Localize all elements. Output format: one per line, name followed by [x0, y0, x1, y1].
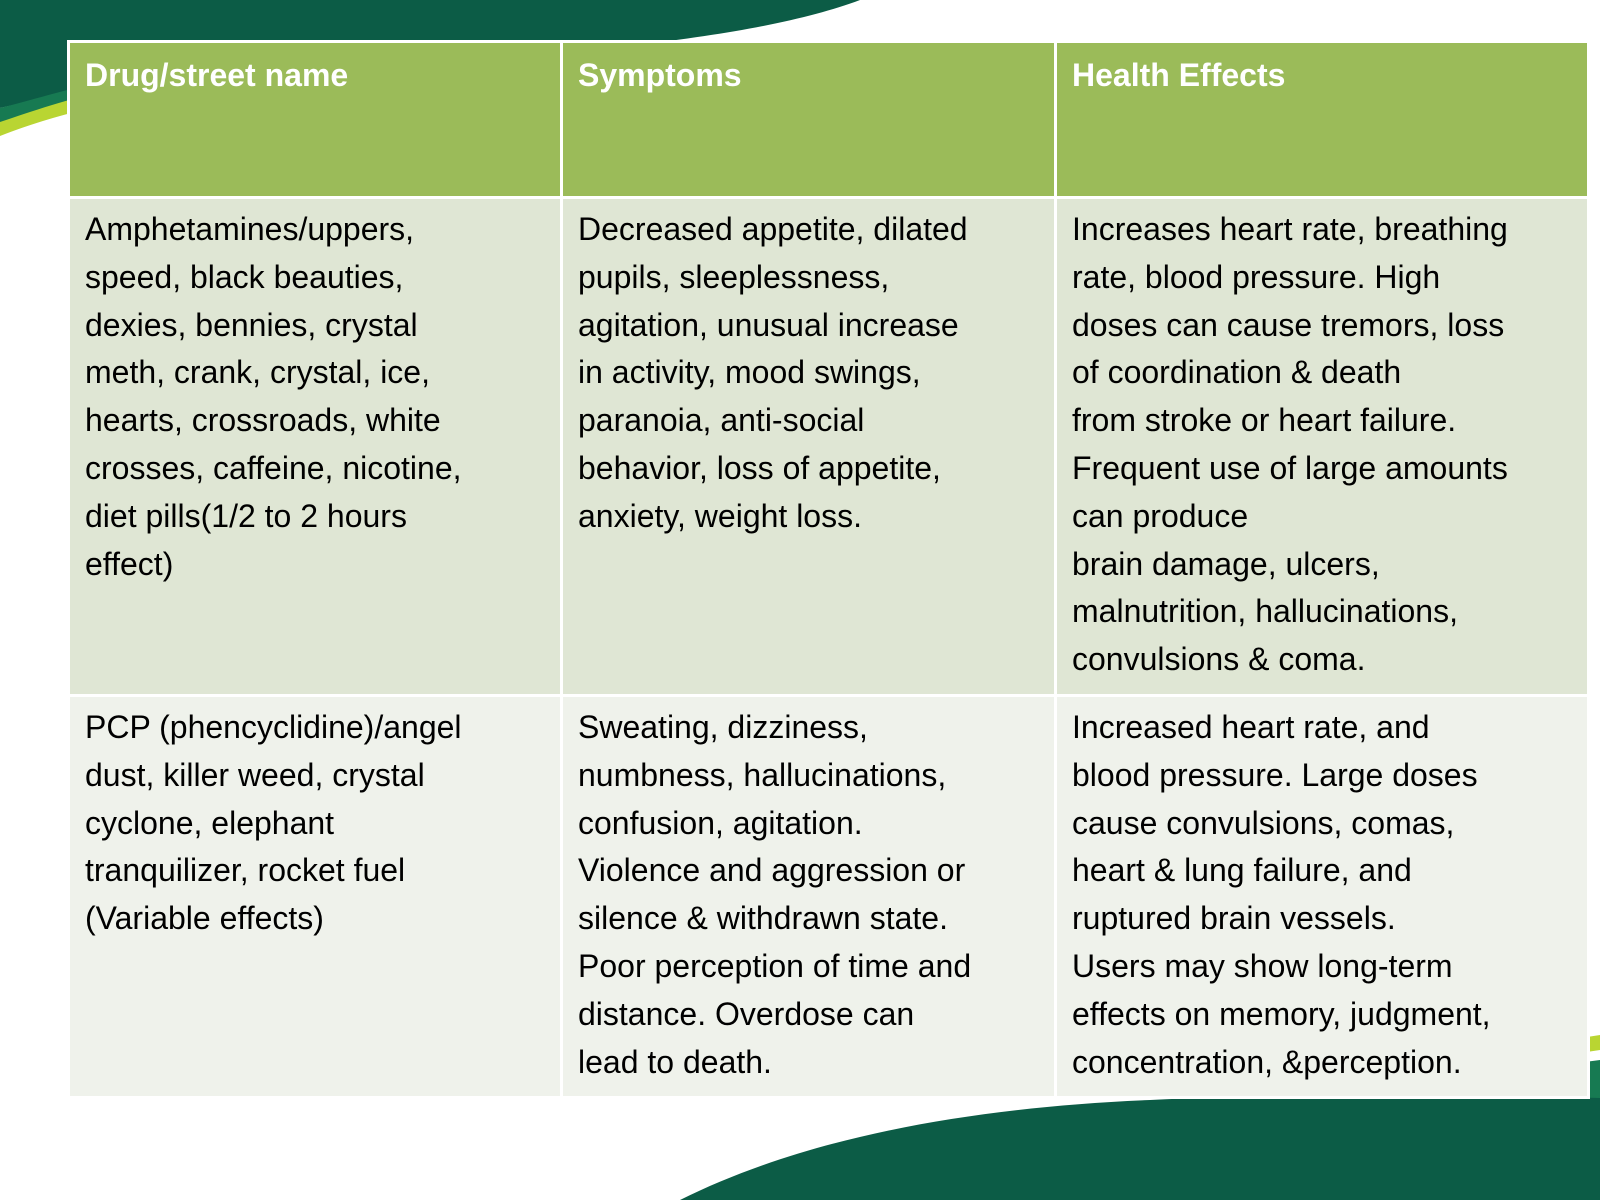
cell-health-effects: Increases heart rate, breathing rate, blood pressure. High doses can cause tremors, loss of coordination & death from stroke or heart failure. Frequent use of large amounts can produce brain damage, ulcers, malnutrition, hallucinations, convulsions & coma. [1056, 198, 1589, 696]
drug-effects-table [67, 40, 1590, 1099]
cell-symptoms: Decreased appetite, dilated pupils, sleeplessness, agitation, unusual increase in activity, mood swings, paranoia, anti-social behavior, loss of appetite, anxiety, weight loss. [562, 198, 1056, 696]
table-row-pcp [69, 695, 1589, 1097]
cell-symptoms: Sweating, dizziness, numbness, hallucinations, confusion, agitation. Violence and aggression or silence & withdrawn state. Poor perception of time and distance. Overdose can lead to death. [562, 695, 1056, 1097]
cell-health-effects: Increased heart rate, and blood pressure. Large doses cause convulsions, comas, heart & lung failure, and ruptured brain vessels. Users may show long-term effects on memory, judgment, concentration, &perception. [1056, 695, 1589, 1097]
cell-drug-name: Amphetamines/uppers, speed, black beauties, dexies, bennies, crystal meth, crank, crystal, ice, hearts, crossroads, white crosses, caffeine, nicotine, diet pills(1/2 to 2 hours effect) [69, 198, 562, 696]
table-row-amphetamines [69, 198, 1589, 696]
header-drug-street-name: Drug/street name [69, 42, 562, 198]
header-symptoms: Symptoms [562, 42, 1056, 198]
cell-drug-name: PCP (phencyclidine)/angel dust, killer weed, crystal cyclone, elephant tranquilizer, rocket fuel (Variable effects) [69, 695, 562, 1097]
header-health-effects: Health Effects [1056, 42, 1589, 198]
table-header-row [69, 42, 1589, 198]
bottom-right-dark-wave [680, 1095, 1600, 1200]
